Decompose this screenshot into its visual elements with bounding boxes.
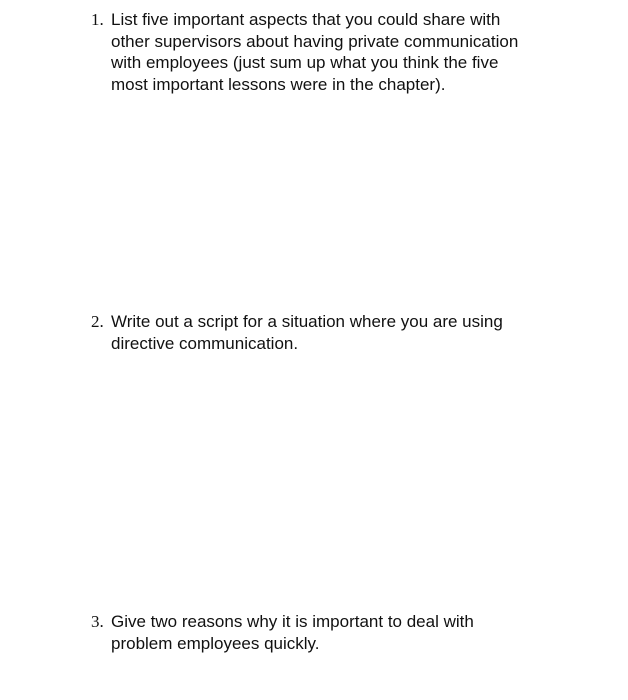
question-text — [111, 311, 503, 354]
question-number: 3. — [91, 612, 104, 631]
question-line: Write out a script for a situation where you are using — [111, 312, 503, 331]
question-3 — [91, 611, 571, 654]
question-line: List five important aspects that you could share with — [111, 10, 501, 29]
question-1 — [91, 9, 571, 95]
question-text — [111, 611, 474, 654]
question-line: most important lessons were in the chapter). — [111, 74, 446, 94]
question-line: problem employees quickly. — [111, 633, 320, 653]
question-number: 2. — [91, 312, 104, 331]
question-line: directive communication. — [111, 333, 299, 353]
question-2 — [91, 311, 571, 354]
question-line: with employees (just sum up what you think the five — [111, 53, 499, 72]
question-line: other supervisors about having private communication — [111, 31, 519, 51]
question-text — [111, 9, 518, 95]
question-number: 1. — [91, 10, 104, 29]
question-line: Give two reasons why it is important to deal with — [111, 612, 474, 631]
